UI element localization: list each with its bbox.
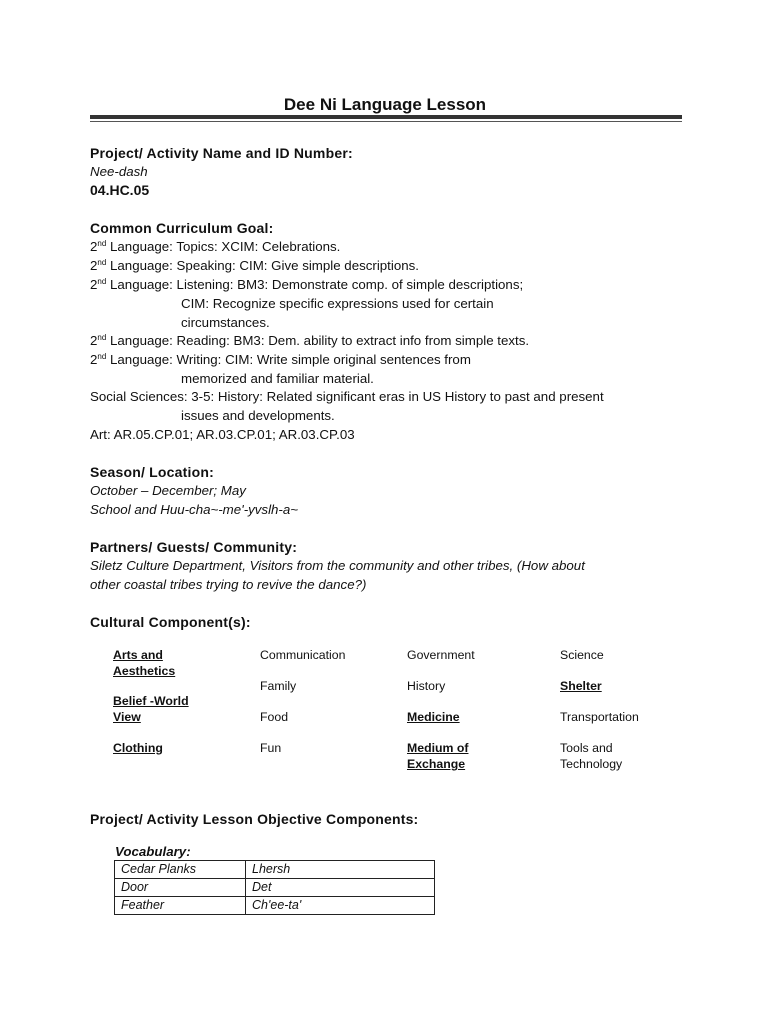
season-place: School and Huu-cha~-me'-yvslh-a~ (90, 502, 299, 517)
component-family: Family (260, 679, 297, 693)
curriculum-line: issues and developments. (181, 408, 335, 423)
curriculum-heading: Common Curriculum Goal: (90, 220, 274, 236)
component-tools-technology: Tools and Technology (560, 741, 623, 771)
component-medium-of-exchange: Medium of Exchange (407, 741, 469, 771)
vocab-deeni: Ch'ee-ta' (246, 897, 435, 915)
project-id: 04.HC.05 (90, 182, 150, 198)
curriculum-line: Social Sciences: 3-5: History: Related significant eras in US History to past and present (90, 389, 604, 404)
component-medicine: Medicine (407, 710, 460, 724)
vocabulary-heading: Vocabulary: (115, 844, 191, 859)
curriculum-line: 2nd Language: Topics: XCIM: Celebrations. (90, 239, 341, 254)
project-name: Nee-dash (90, 164, 148, 179)
curriculum-line: circumstances. (181, 315, 270, 330)
component-communication: Communication (260, 648, 346, 662)
curriculum-line: Art: AR.05.CP.01; AR.03.CP.01; AR.03.CP.03 (90, 427, 355, 442)
vocab-english: Feather (115, 897, 246, 915)
project-heading: Project/ Activity Name and ID Number: (90, 145, 353, 161)
season-dates: October – December; May (90, 483, 246, 498)
table-row (115, 861, 435, 879)
season-heading: Season/ Location: (90, 464, 214, 480)
component-fun: Fun (260, 741, 282, 755)
curriculum-line: CIM: Recognize specific expressions used for certain (181, 296, 494, 311)
component-science: Science (560, 648, 604, 662)
partners-heading: Partners/ Guests/ Community: (90, 539, 298, 555)
partners-line: Siletz Culture Department, Visitors from the community and other tribes, (How about (90, 558, 585, 573)
page-title: Dee Ni Language Lesson (283, 95, 487, 114)
title-rule-thick (90, 115, 682, 119)
cultural-heading: Cultural Component(s): (90, 614, 251, 630)
component-government: Government (407, 648, 475, 662)
vocab-deeni: Det (246, 879, 435, 897)
table-row (115, 897, 435, 915)
component-clothing: Clothing (113, 741, 163, 755)
curriculum-line: 2nd Language: Reading: BM3: Dem. ability to extract info from simple texts. (90, 333, 530, 348)
partners-line: other coastal tribes trying to revive the dance?) (90, 577, 367, 592)
vocabulary-table (114, 860, 435, 915)
table-row (115, 879, 435, 897)
curriculum-line: 2nd Language: Writing: CIM: Write simple original sentences from (90, 352, 471, 367)
vocab-english: Door (115, 879, 246, 897)
objectives-heading: Project/ Activity Lesson Objective Components: (90, 811, 419, 827)
component-arts: Arts and Aesthetics (113, 648, 176, 678)
component-belief: Belief -World View (113, 694, 189, 724)
vocab-deeni: Lhersh (246, 861, 435, 879)
component-shelter: Shelter (560, 679, 602, 693)
vocab-english: Cedar Planks (115, 861, 246, 879)
component-transportation: Transportation (560, 710, 639, 724)
curriculum-line: 2nd Language: Listening: BM3: Demonstrate comp. of simple descriptions; (90, 277, 524, 292)
title-rule-thin (90, 121, 682, 122)
component-history: History (407, 679, 446, 693)
component-food: Food (260, 710, 289, 724)
curriculum-line: 2nd Language: Speaking: CIM: Give simple descriptions. (90, 258, 419, 273)
curriculum-line: memorized and familiar material. (181, 371, 374, 386)
